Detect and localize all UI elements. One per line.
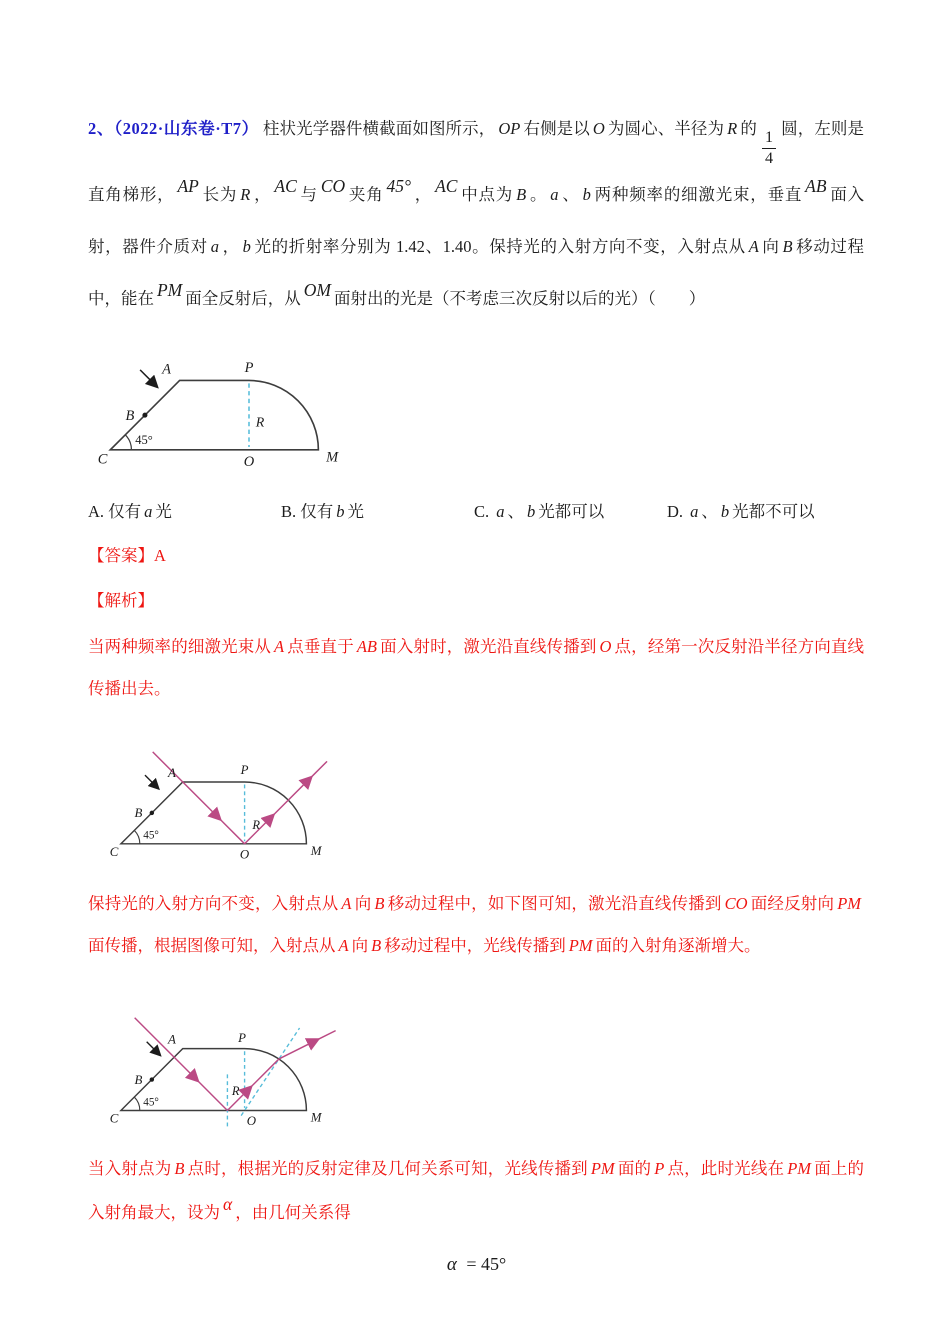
light-ray-refracted bbox=[279, 1039, 319, 1059]
explanation-paragraph-1: 当两种频率的细激光束从 A 点垂直于 AB 面入射时，激光沿直线传播到 O 点，经第一次反射沿半径方向直线传播出去。 bbox=[88, 637, 865, 699]
explanation-paragraph-2: 保持光的入射方向不变，入射点从 A 向 B 移动过程中，如下图可知，激光沿直线传播到 CO 面经反射向 PM面传播，根据图像可知，入射点从 A 向 B 移动过程中，光线传播到 PM 面的入射角逐渐增大。 bbox=[88, 894, 862, 956]
label-A: A bbox=[162, 361, 171, 378]
option-c: C. a 、 b 光都可以 bbox=[474, 502, 605, 522]
label-angle: 45° bbox=[135, 433, 153, 448]
light-ray-incident-tail bbox=[198, 1081, 227, 1110]
label-R: R bbox=[231, 1083, 240, 1098]
figure-ray-through-A bbox=[90, 720, 864, 873]
label-B: B bbox=[134, 1072, 143, 1087]
light-ray-exit bbox=[274, 777, 312, 815]
figure-device-crosssection bbox=[90, 335, 864, 483]
light-ray-exit-tail bbox=[312, 762, 327, 777]
angle-arc bbox=[134, 831, 139, 844]
label-C: C bbox=[109, 845, 119, 860]
formula-alpha-45: α = 45° bbox=[446, 1254, 507, 1276]
figure-ray-moved-toward-B bbox=[90, 978, 864, 1138]
label-M: M bbox=[310, 844, 322, 859]
label-R: R bbox=[252, 818, 260, 833]
point-b-dot bbox=[150, 1077, 154, 1081]
label-A: A bbox=[168, 766, 176, 781]
label-R: R bbox=[255, 415, 265, 431]
option-d: D. a 、 b 光都不可以 bbox=[667, 502, 815, 522]
normal-at-arc-dashed-line bbox=[241, 1028, 299, 1116]
angle-arc bbox=[125, 435, 131, 450]
point-b-dot bbox=[142, 413, 147, 418]
label-P: P bbox=[238, 1030, 246, 1045]
figure2-svg bbox=[90, 720, 382, 868]
incident-light-arrow-icon bbox=[147, 1041, 161, 1055]
label-angle: 45° bbox=[143, 830, 159, 843]
light-ray-reflected-tail bbox=[251, 1058, 278, 1085]
analysis-label: 【解析】 bbox=[88, 590, 154, 610]
explanation-paragraph-3: 当入射点为 B 点时，根据光的反射定律及几何关系可知，光线传播到 PM 面的 P 点，此时光线在 PM 面上的入射角最大，设为 α ，由几何关系得 bbox=[88, 1158, 865, 1222]
question-paragraph bbox=[88, 104, 864, 325]
label-P: P bbox=[244, 360, 254, 377]
label-C: C bbox=[97, 451, 108, 468]
answer-line bbox=[88, 540, 864, 571]
light-ray-refracted-tail bbox=[318, 1030, 335, 1039]
label-O: O bbox=[243, 454, 255, 471]
light-ray-incident-tail bbox=[221, 820, 245, 844]
question-tag: 2、（2022·山东卷·T7） bbox=[88, 119, 259, 138]
incident-light-arrow-icon bbox=[140, 370, 157, 387]
answer-value: A bbox=[154, 545, 166, 565]
figure3-svg bbox=[90, 978, 382, 1133]
question-text: 柱状光学器件横截面如图所示， OP 右侧是以 O 为圆心、半径为 R 的 $\frac{1}{4}$ 圆，左则是直角梯形， AP 长为 R ， AC 与 CO 夹角 45° ， AC 中点为 B 。 a 、 b 两种频率的细激光束，垂直 AB 面入射，器件介质对 a ， b 光的折射率分别为 1.42、1.40。保持光的入射方向不变，入射点从 A 向 B 移动过程中，能在 PM 面全反射后，从 OM 面射出的光是（不考虑三次反射以后的光）（ ） bbox=[88, 119, 865, 308]
figure1-svg bbox=[90, 335, 408, 478]
option-a: A. 仅有 a 光 bbox=[88, 502, 172, 522]
label-B: B bbox=[134, 806, 143, 821]
label-P: P bbox=[240, 763, 249, 778]
label-angle: 45° bbox=[143, 1095, 159, 1108]
incident-light-arrow-icon bbox=[145, 776, 159, 790]
label-O: O bbox=[246, 1113, 257, 1128]
fraction: $\frac{1}{4}$ bbox=[762, 129, 776, 168]
option-b: B. 仅有 b 光 bbox=[281, 502, 365, 522]
point-b-dot bbox=[150, 811, 154, 815]
angle-arc bbox=[134, 1097, 139, 1110]
label-M: M bbox=[310, 1110, 322, 1125]
label-M: M bbox=[326, 449, 339, 466]
light-ray-incident bbox=[135, 1017, 199, 1081]
light-ray-incident bbox=[153, 752, 221, 820]
label-B: B bbox=[125, 408, 135, 425]
label-O: O bbox=[239, 847, 250, 862]
label-C: C bbox=[109, 1111, 119, 1126]
label-A: A bbox=[168, 1032, 176, 1047]
answer-label: 【答案】 bbox=[88, 545, 154, 565]
options-row bbox=[88, 499, 864, 525]
